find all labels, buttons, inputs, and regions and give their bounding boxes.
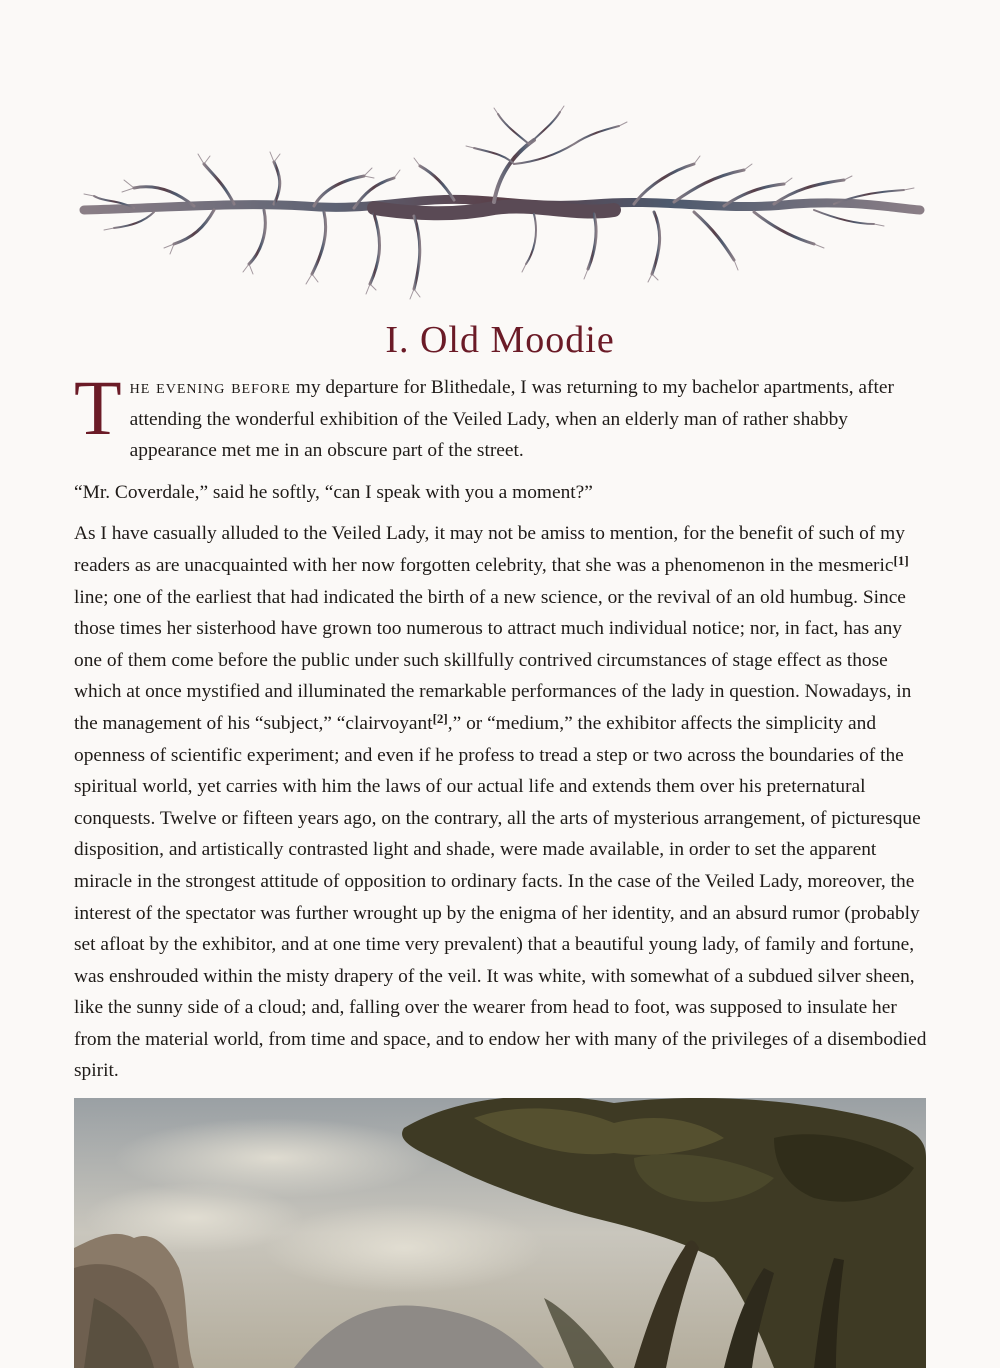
paragraph-3-text-c: ,” or “medium,” the exhibitor affects the simplicity and openness of scientific experiment; and even if he profess to tread a step or two across the boundaries of the spiritual world, yet carries with him the laws of our actual life and extends them over his preternatural conquests. Twelve or fifteen years ago, on the contrary, all the arts of mysterious arrangement, of picturesque disposition, and artistically contrasted light and shade, were made available, in order to set the apparent miracle in the strongest attitude of opposition to ordinary facts. In the case of the Veiled Lady, moreover, the interest of the spectator was further wrought up by the enigma of her identity, and an absurd rumor (probably set afloat by the exhibitor, and at one time very prevalent) that a beautiful young lady, of family and fortune, was enshrouded within the misty drapery of the veil. It was white, with somewhat of a subdued silver sheen, like the sunny side of a cloud; and, falling over the wearer from head to foot, was supposed to insulate her from the material world, from time and space, and to endow her with many of the privileges of a disembodied spirit. (74, 712, 927, 1082)
paragraph-1 (74, 364, 928, 467)
paragraph-3-text-b: line; one of the earliest that had indicated the birth of a new science, or the revival of an old humbug. Since those times her sisterhood have grown too numerous to attract much individual notice; nor, in fact, has any one of them come before the public under such skillfully contrived circumstances of stage effect as those which at once mystified and illuminated the remarkable performances of the lady in question. Nowadays, in the management of his “subject,” “clairvoyant (74, 586, 912, 734)
tree-branch-ornament (74, 104, 926, 316)
paragraph-2: “Mr. Coverdale,” said he softly, “can I speak with you a moment?” (74, 481, 593, 503)
drop-cap: T (74, 364, 122, 451)
paragraph-3-text-a: As I have casually alluded to the Veiled Lady, it may not be amiss to mention, for the benefit of such of my readers as are unacquainted with her now forgotten celebrity, that she was a phenomenon in the mesmeric (74, 523, 905, 576)
footnote-ref-2[interactable]: [2] (432, 710, 448, 726)
chapter-title: I. Old Moodie (385, 319, 615, 361)
chapter-body (74, 364, 928, 1097)
opening-smallcaps: he evening before (129, 377, 291, 398)
paragraph-1-text: my departure for Blithedale, I was returning to my bachelor apartments, after attending the wonderful exhibition of the Veiled Lady, when an elderly man of rather shabby appearance met me in an obscure part of the street. (129, 377, 894, 462)
paragraph-3 (74, 518, 928, 1087)
footnote-ref-1[interactable]: [1] (893, 552, 909, 568)
landscape-painting (74, 1098, 926, 1368)
